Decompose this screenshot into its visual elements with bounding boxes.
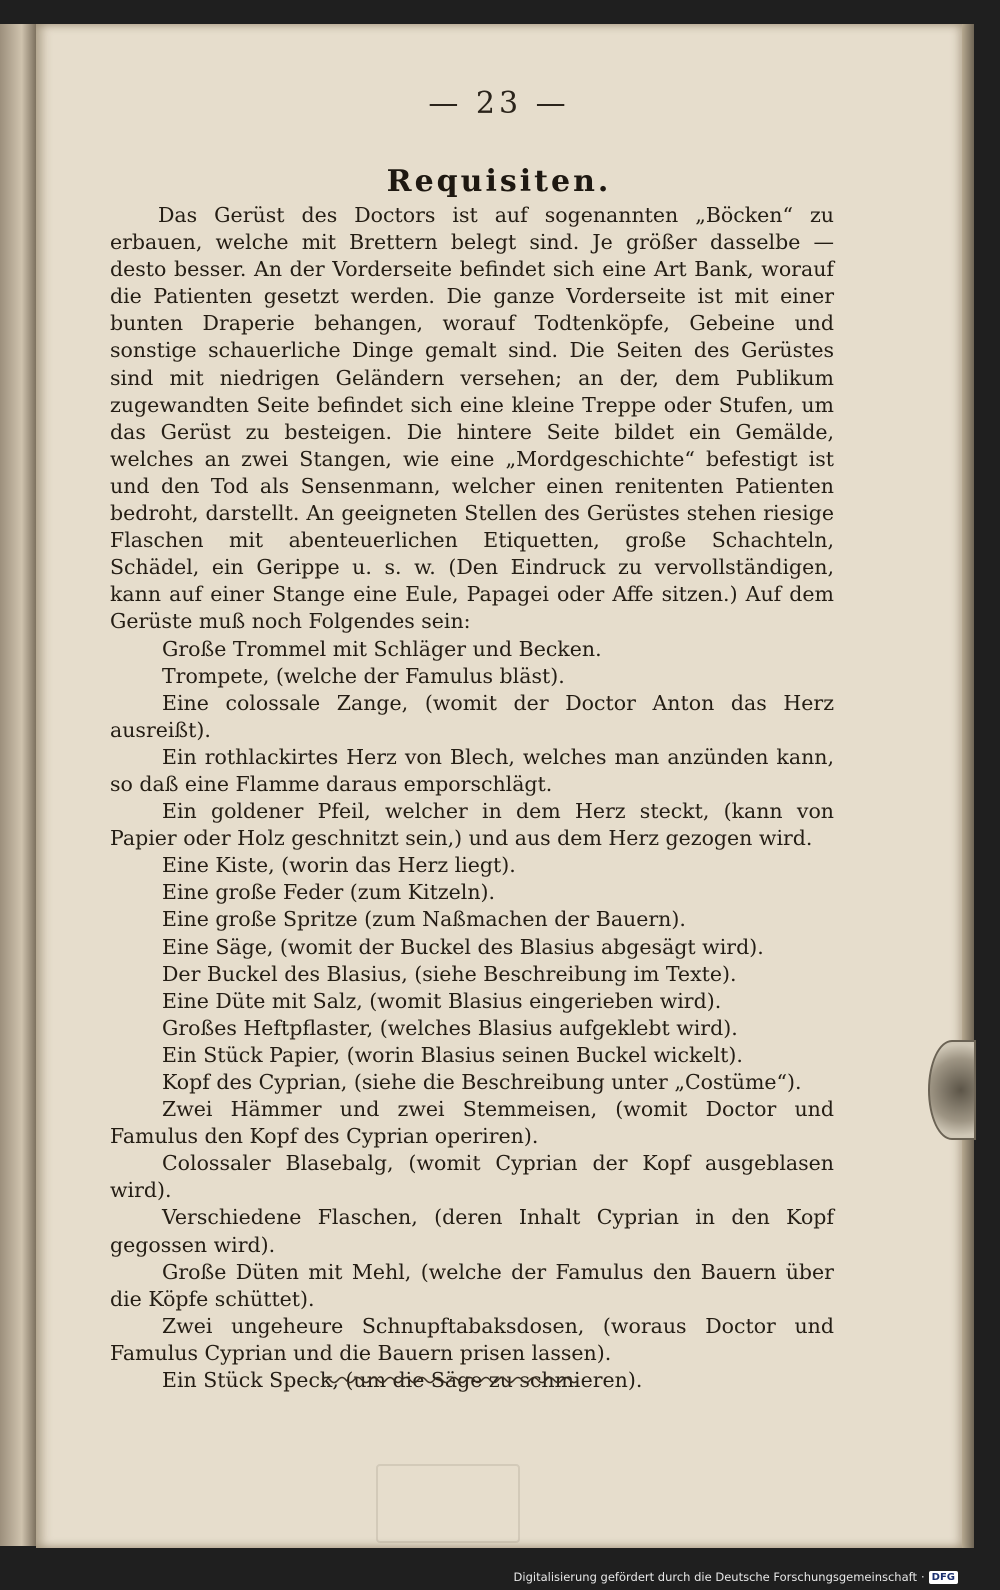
list-item: Ein rothlackirtes Herz von Blech, welches man anzünden kann, so daß eine Flamme daraus emporschlägt. (110, 744, 834, 796)
funding-text: Digitalisierung gefördert durch die Deutsche Forschungsgemeinschaft (513, 1570, 917, 1584)
page-number: — 23 — (428, 86, 570, 121)
list-item: Großes Heftpflaster, (welches Blasius aufgeklebt wird). (162, 1015, 738, 1040)
faded-stamp (376, 1464, 520, 1543)
dfg-logo-icon: DFG (929, 1571, 958, 1584)
list-item: Kopf des Cyprian, (siehe die Beschreibung unter „Costüme“). (162, 1070, 802, 1094)
list-item: Ein Stück Speck, (um die Säge zu schmieren). (162, 1368, 643, 1393)
page-clip-icon (928, 1040, 976, 1140)
page-body (110, 202, 834, 1394)
list-item: Der Buckel des Blasius, (siehe Beschreibung im Texte). (162, 961, 737, 986)
list-item: Eine Kiste, (worin das Herz liegt). (162, 853, 516, 878)
page-stack-edge (962, 24, 974, 1548)
list-item: Zwei Hämmer und zwei Stemmeisen, (womit Doctor und Famulus den Kopf des Cyprian operiren). (110, 1097, 834, 1149)
wavy-separator (322, 1374, 582, 1386)
book-page (36, 24, 962, 1548)
list-item: Zwei ungeheure Schnupftabaksdosen, (woraus Doctor und Famulus Cyprian und die Bauern prisen lassen). (110, 1313, 834, 1365)
list-item: Große Düten mit Mehl, (welche der Famulus den Bauern über die Köpfe schüttet). (110, 1259, 834, 1311)
list-item: Eine große Feder (zum Kitzeln). (162, 880, 496, 905)
list-item: Ein goldener Pfeil, welcher in dem Herz steckt, (kann von Papier oder Holz geschnitzt sein,) und aus dem Herz gezogen wird. (110, 799, 834, 851)
list-item: Ein Stück Papier, (worin Blasius seinen Buckel wickelt). (162, 1042, 743, 1067)
list-item: Eine Säge, (womit der Buckel des Blasius abgesägt wird). (162, 934, 764, 959)
adjacent-page-edge (0, 24, 36, 1546)
list-item: Colossaler Blasebalg, (womit Cyprian der Kopf ausgeblasen wird). (110, 1151, 834, 1203)
page-heading: Requisiten. (386, 164, 612, 199)
list-item: Verschiedene Flaschen, (deren Inhalt Cyprian in den Kopf gegossen wird). (110, 1205, 834, 1257)
list-item: Eine Düte mit Salz, (womit Blasius eingerieben wird). (162, 988, 722, 1013)
list-item: Eine große Spritze (zum Naßmachen der Bauern). (162, 907, 686, 932)
list-item: Eine colossale Zange, (womit der Doctor Anton das Herz ausreißt). (110, 690, 834, 742)
list-item: Große Trommel mit Schläger und Becken. (162, 636, 602, 661)
intro-paragraph: Das Gerüst des Doctors ist auf sogenannten „Böcken“ zu erbauen, welche mit Brettern belegt sind. Je größer dasselbe — desto besser. An der Vorderseite befindet sich eine Art Bank, worauf die Patienten gesetzt werden. Die ganze Vorderseite ist mit einer bunten Draperie behangen, worauf Todtenköpfe, Gebeine und sonstige schauerliche Dinge gemalt sind. Die Seiten des Gerüstes sind mit niedrigen Geländern versehen; an der, dem Publikum zugewandten Seite befindet sich eine kleine Treppe oder Stufen, um das Gerüst zu besteigen. Die hintere Seite bildet ein Gemälde, welches an zwei Stangen, wie eine „Mordgeschichte“ befestigt ist und den Tod als Sensenmann, welcher einen renitenten Patienten bedroht, darstellt. An geeigneten Stellen des Gerüstes stehen riesige Flaschen mit abenteuerlichen Etiquetten, große Schachteln, Schädel, ein Gerippe u. s. w. (Den Eindruck zu vervollständigen, kann auf einer Stange eine Eule, Papagei oder Affe sitzen.) Auf dem Gerüste muß noch Folgendes sein: (110, 203, 834, 634)
list-item: Trompete, (welche der Famulus bläst). (162, 663, 565, 688)
separator-dot: · (921, 1570, 925, 1584)
funding-footer (514, 1570, 958, 1584)
